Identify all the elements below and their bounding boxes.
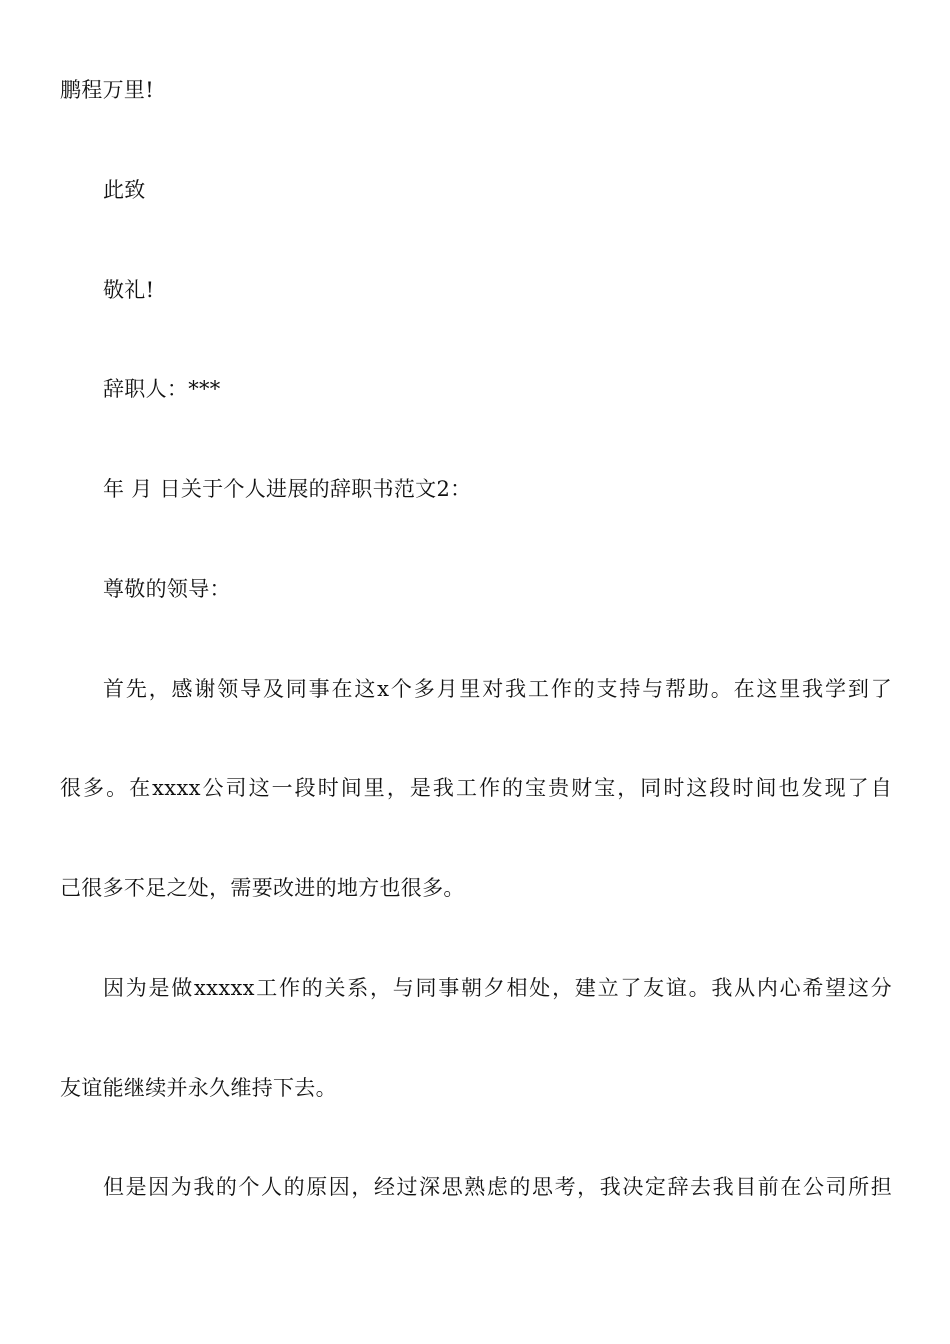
greeting-line: 尊敬的领导： <box>103 577 231 601</box>
paragraph-1-line-3: 己很多不足之处，需要改进的地方也很多。 <box>60 876 465 900</box>
regards-line: 敬礼! <box>103 278 155 302</box>
closing-wish-line: 鹏程万里! <box>60 78 154 102</box>
date-and-heading-line: 年 月 日关于个人进展的辞职书范文2： <box>103 477 472 501</box>
paragraph-1-line-1: 首先，感谢领导及同事在这x个多月里对我工作的支持与帮助。在这里我学到了 <box>103 677 892 701</box>
paragraph-3-line-1: 但是因为我的个人的原因，经过深思熟虑的思考，我决定辞去我目前在公司所担 <box>103 1175 892 1199</box>
paragraph-2-line-2: 友谊能继续并永久维持下去。 <box>60 1076 337 1100</box>
paragraph-1-line-2: 很多。在xxxx公司这一段时间里，是我工作的宝贵财宝，同时这段时间也发现了自 <box>60 776 892 800</box>
signature-line: 辞职人：*** <box>103 377 221 401</box>
paragraph-2-line-1: 因为是做xxxxx工作的关系，与同事朝夕相处，建立了友谊。我从内心希望这分 <box>103 976 892 1000</box>
salutation-line: 此致 <box>103 178 146 202</box>
